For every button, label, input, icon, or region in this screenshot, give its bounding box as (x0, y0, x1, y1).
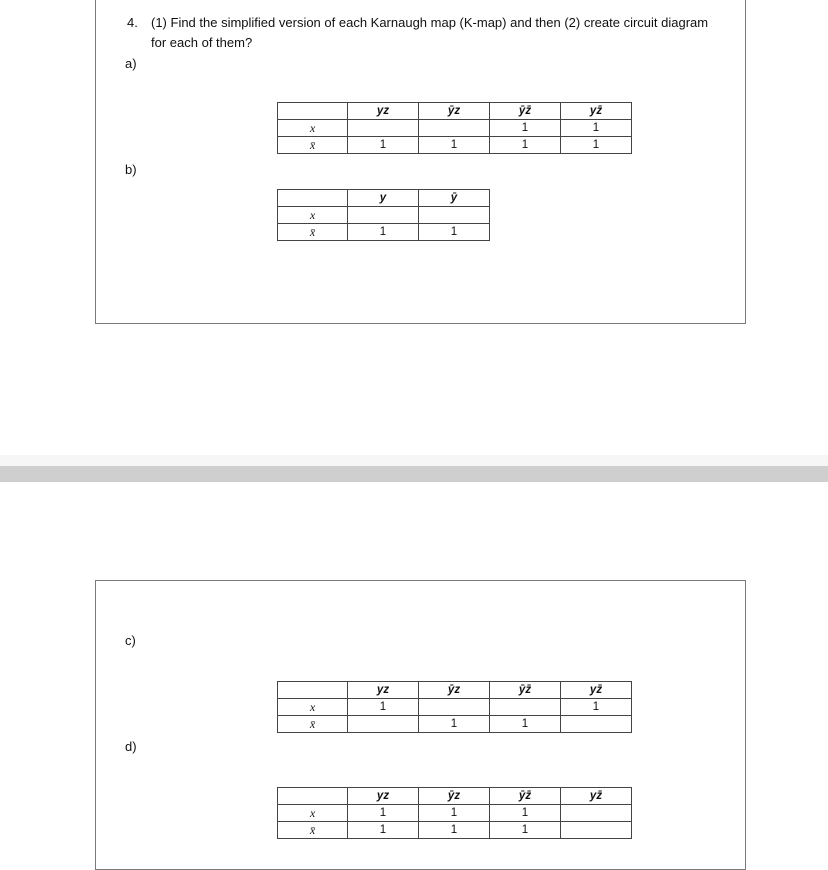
kmap-b-corner (278, 190, 348, 207)
kmap-a-row-label: x̄ (278, 137, 348, 154)
kmap-d-col-header: yz (348, 788, 419, 805)
kmap-a-row-x (278, 120, 632, 137)
kmap-c-cell: 1 (561, 699, 632, 716)
kmap-a-col-header: ȳz̄ (490, 103, 561, 120)
kmap-c-header-row (278, 682, 632, 699)
kmap-a-row-label: x (278, 120, 348, 137)
kmap-a-cell (419, 120, 490, 137)
kmap-a-cell (348, 120, 419, 137)
kmap-b-row-label: x (278, 207, 348, 224)
kmap-a-cell: 1 (348, 137, 419, 154)
kmap-d-cell (561, 822, 632, 839)
kmap-b-col-header: ȳ (419, 190, 490, 207)
kmap-a-corner (278, 103, 348, 120)
kmap-b (277, 189, 490, 241)
page-gap (0, 466, 828, 482)
kmap-b-col-header: y (348, 190, 419, 207)
kmap-d-col-header: yz̄ (561, 788, 632, 805)
kmap-c-col-header: yz (348, 682, 419, 699)
kmap-d-row-xbar (278, 822, 632, 839)
kmap-c-cell: 1 (348, 699, 419, 716)
part-c-label: c) (125, 633, 136, 648)
question-number: 4. (127, 15, 138, 30)
kmap-a-cell: 1 (561, 120, 632, 137)
kmap-c-cell: 1 (490, 716, 561, 733)
kmap-c-col-header: yz̄ (561, 682, 632, 699)
kmap-d (277, 787, 632, 839)
kmap-b-header-row (278, 190, 490, 207)
kmap-c-col-header: ȳz (419, 682, 490, 699)
kmap-c-row-label: x̄ (278, 716, 348, 733)
kmap-d-cell: 1 (348, 805, 419, 822)
part-a-label: a) (125, 56, 137, 71)
kmap-d-cell: 1 (490, 822, 561, 839)
kmap-a-cell: 1 (490, 137, 561, 154)
kmap-b-row-x (278, 207, 490, 224)
kmap-c-row-xbar (278, 716, 632, 733)
kmap-b-cell (419, 207, 490, 224)
kmap-d-col-header: ȳz̄ (490, 788, 561, 805)
kmap-b-cell: 1 (419, 224, 490, 241)
kmap-a-col-header: ȳz (419, 103, 490, 120)
kmap-c-cell: 1 (419, 716, 490, 733)
kmap-c-corner (278, 682, 348, 699)
kmap-c (277, 681, 632, 733)
kmap-a-row-xbar (278, 137, 632, 154)
kmap-a-header-row (278, 103, 632, 120)
kmap-d-row-label: x̄ (278, 822, 348, 839)
kmap-b-row-label: x̄ (278, 224, 348, 241)
kmap-d-row-label: x (278, 805, 348, 822)
kmap-d-col-header: ȳz (419, 788, 490, 805)
kmap-a-col-header: yz̄ (561, 103, 632, 120)
kmap-a-col-header: yz (348, 103, 419, 120)
kmap-d-cell: 1 (419, 805, 490, 822)
kmap-c-col-header: ȳz̄ (490, 682, 561, 699)
kmap-c-cell (490, 699, 561, 716)
kmap-d-cell: 1 (490, 805, 561, 822)
kmap-d-cell: 1 (419, 822, 490, 839)
kmap-a (277, 102, 632, 154)
part-b-label: b) (125, 162, 137, 177)
kmap-d-row-x (278, 805, 632, 822)
kmap-b-cell: 1 (348, 224, 419, 241)
kmap-d-cell (561, 805, 632, 822)
kmap-c-cell (419, 699, 490, 716)
kmap-a-cell: 1 (419, 137, 490, 154)
kmap-d-cell: 1 (348, 822, 419, 839)
kmap-d-corner (278, 788, 348, 805)
part-d-label: d) (125, 739, 137, 754)
kmap-c-cell (348, 716, 419, 733)
kmap-c-row-label: x (278, 699, 348, 716)
kmap-b-cell (348, 207, 419, 224)
kmap-a-cell: 1 (561, 137, 632, 154)
question-text-line-2: for each of them? (151, 35, 253, 50)
kmap-c-row-x (278, 699, 632, 716)
kmap-a-cell: 1 (490, 120, 561, 137)
kmap-d-header-row (278, 788, 632, 805)
question-text-line-1: (1) Find the simplified version of each Karnaugh map (K-map) and then (2) create circuit diagram (151, 15, 709, 30)
kmap-c-cell (561, 716, 632, 733)
kmap-b-row-xbar (278, 224, 490, 241)
